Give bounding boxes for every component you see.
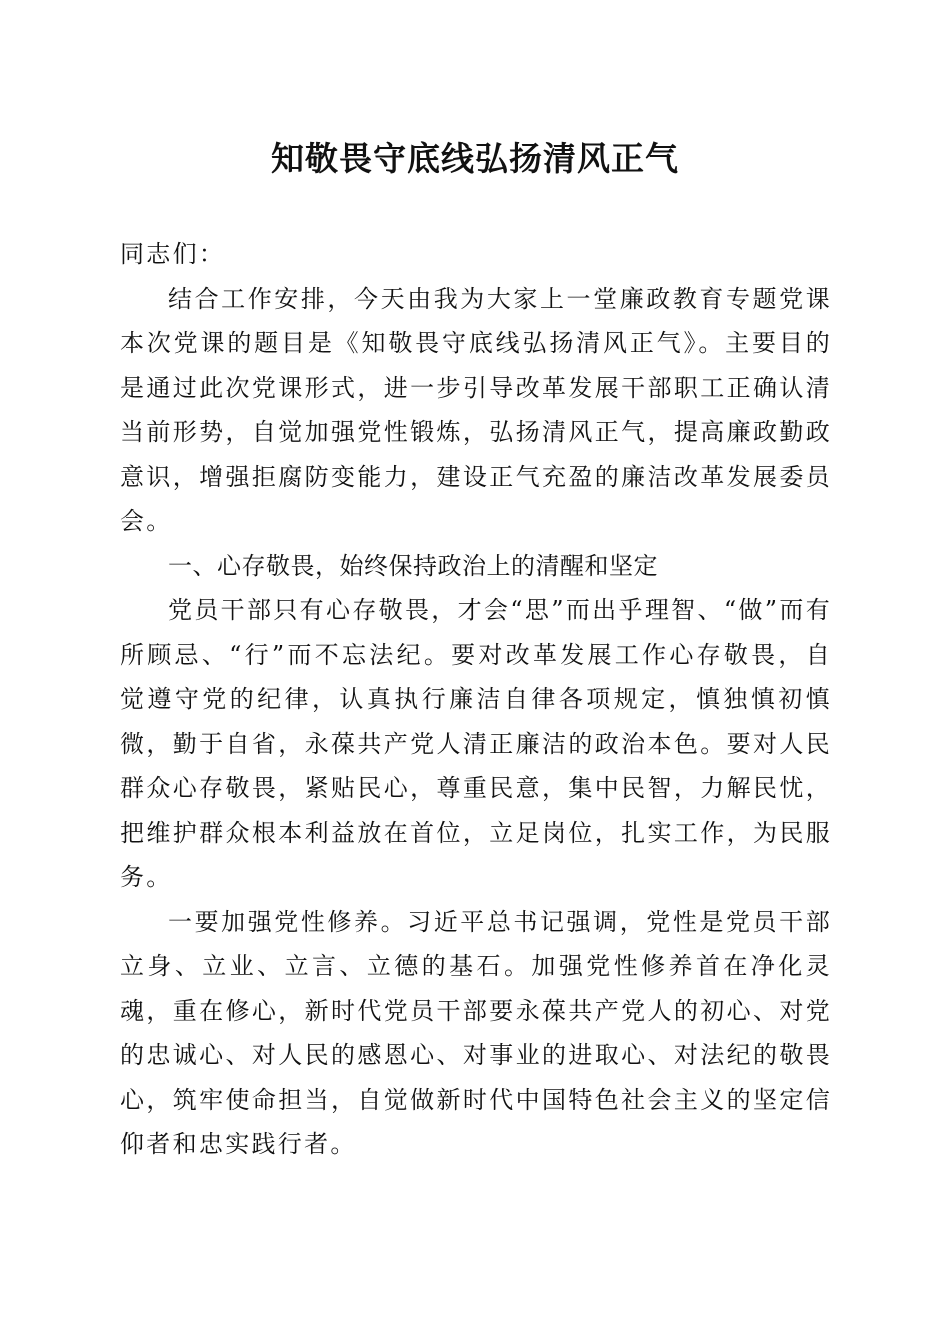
document-title: 知敬畏守底线弘扬清风正气	[271, 139, 679, 178]
document-body	[120, 232, 832, 1167]
salutation: 同志们：	[120, 240, 226, 268]
section-1-heading: 一、心存敬畏，始终保持政治上的清醒和坚定	[168, 551, 658, 580]
section-1-paragraph-2: 一要加强党性修养。习近平总书记强调，党性是党员干部立身、立业、立言、立德的基石。加强党性修养首在净化灵魂，重在修心，新时代党员干部要永葆共产党人的初心、对党的忠诚心、对人民的感恩心、对事业的进取心、对法纪的敬畏心，筑牢使命担当，自觉做新时代中国特色社会主义的坚定信仰者和忠实践行者。	[120, 907, 832, 1158]
section-1-paragraph-1: 党员干部只有心存敬畏，才会“思”而出乎理智、“做”而有所顾忌、“行”而不忘法纪。要对改革发展工作心存敬畏，自觉遵守党的纪律，认真执行廉洁自律各项规定，慎独慎初慎微，勤于自省，永葆共产党人清正廉洁的政治本色。要对人民群众心存敬畏，紧贴民心，尊重民意，集中民智，力解民忧，把维护群众根本利益放在首位，立足岗位，扎实工作，为民服务。	[120, 596, 832, 891]
intro-paragraph: 结合工作安排，今天由我为大家上一堂廉政教育专题党课本次党课的题目是《知敬畏守底线弘扬清风正气》。主要目的是通过此次党课形式，进一步引导改革发展干部职工正确认清当前形势，自觉加强党性锻炼，弘扬清风正气，提高廉政勤政意识，增强拒腐防变能力，建设正气充盈的廉洁改革发展委员会。	[120, 284, 832, 535]
